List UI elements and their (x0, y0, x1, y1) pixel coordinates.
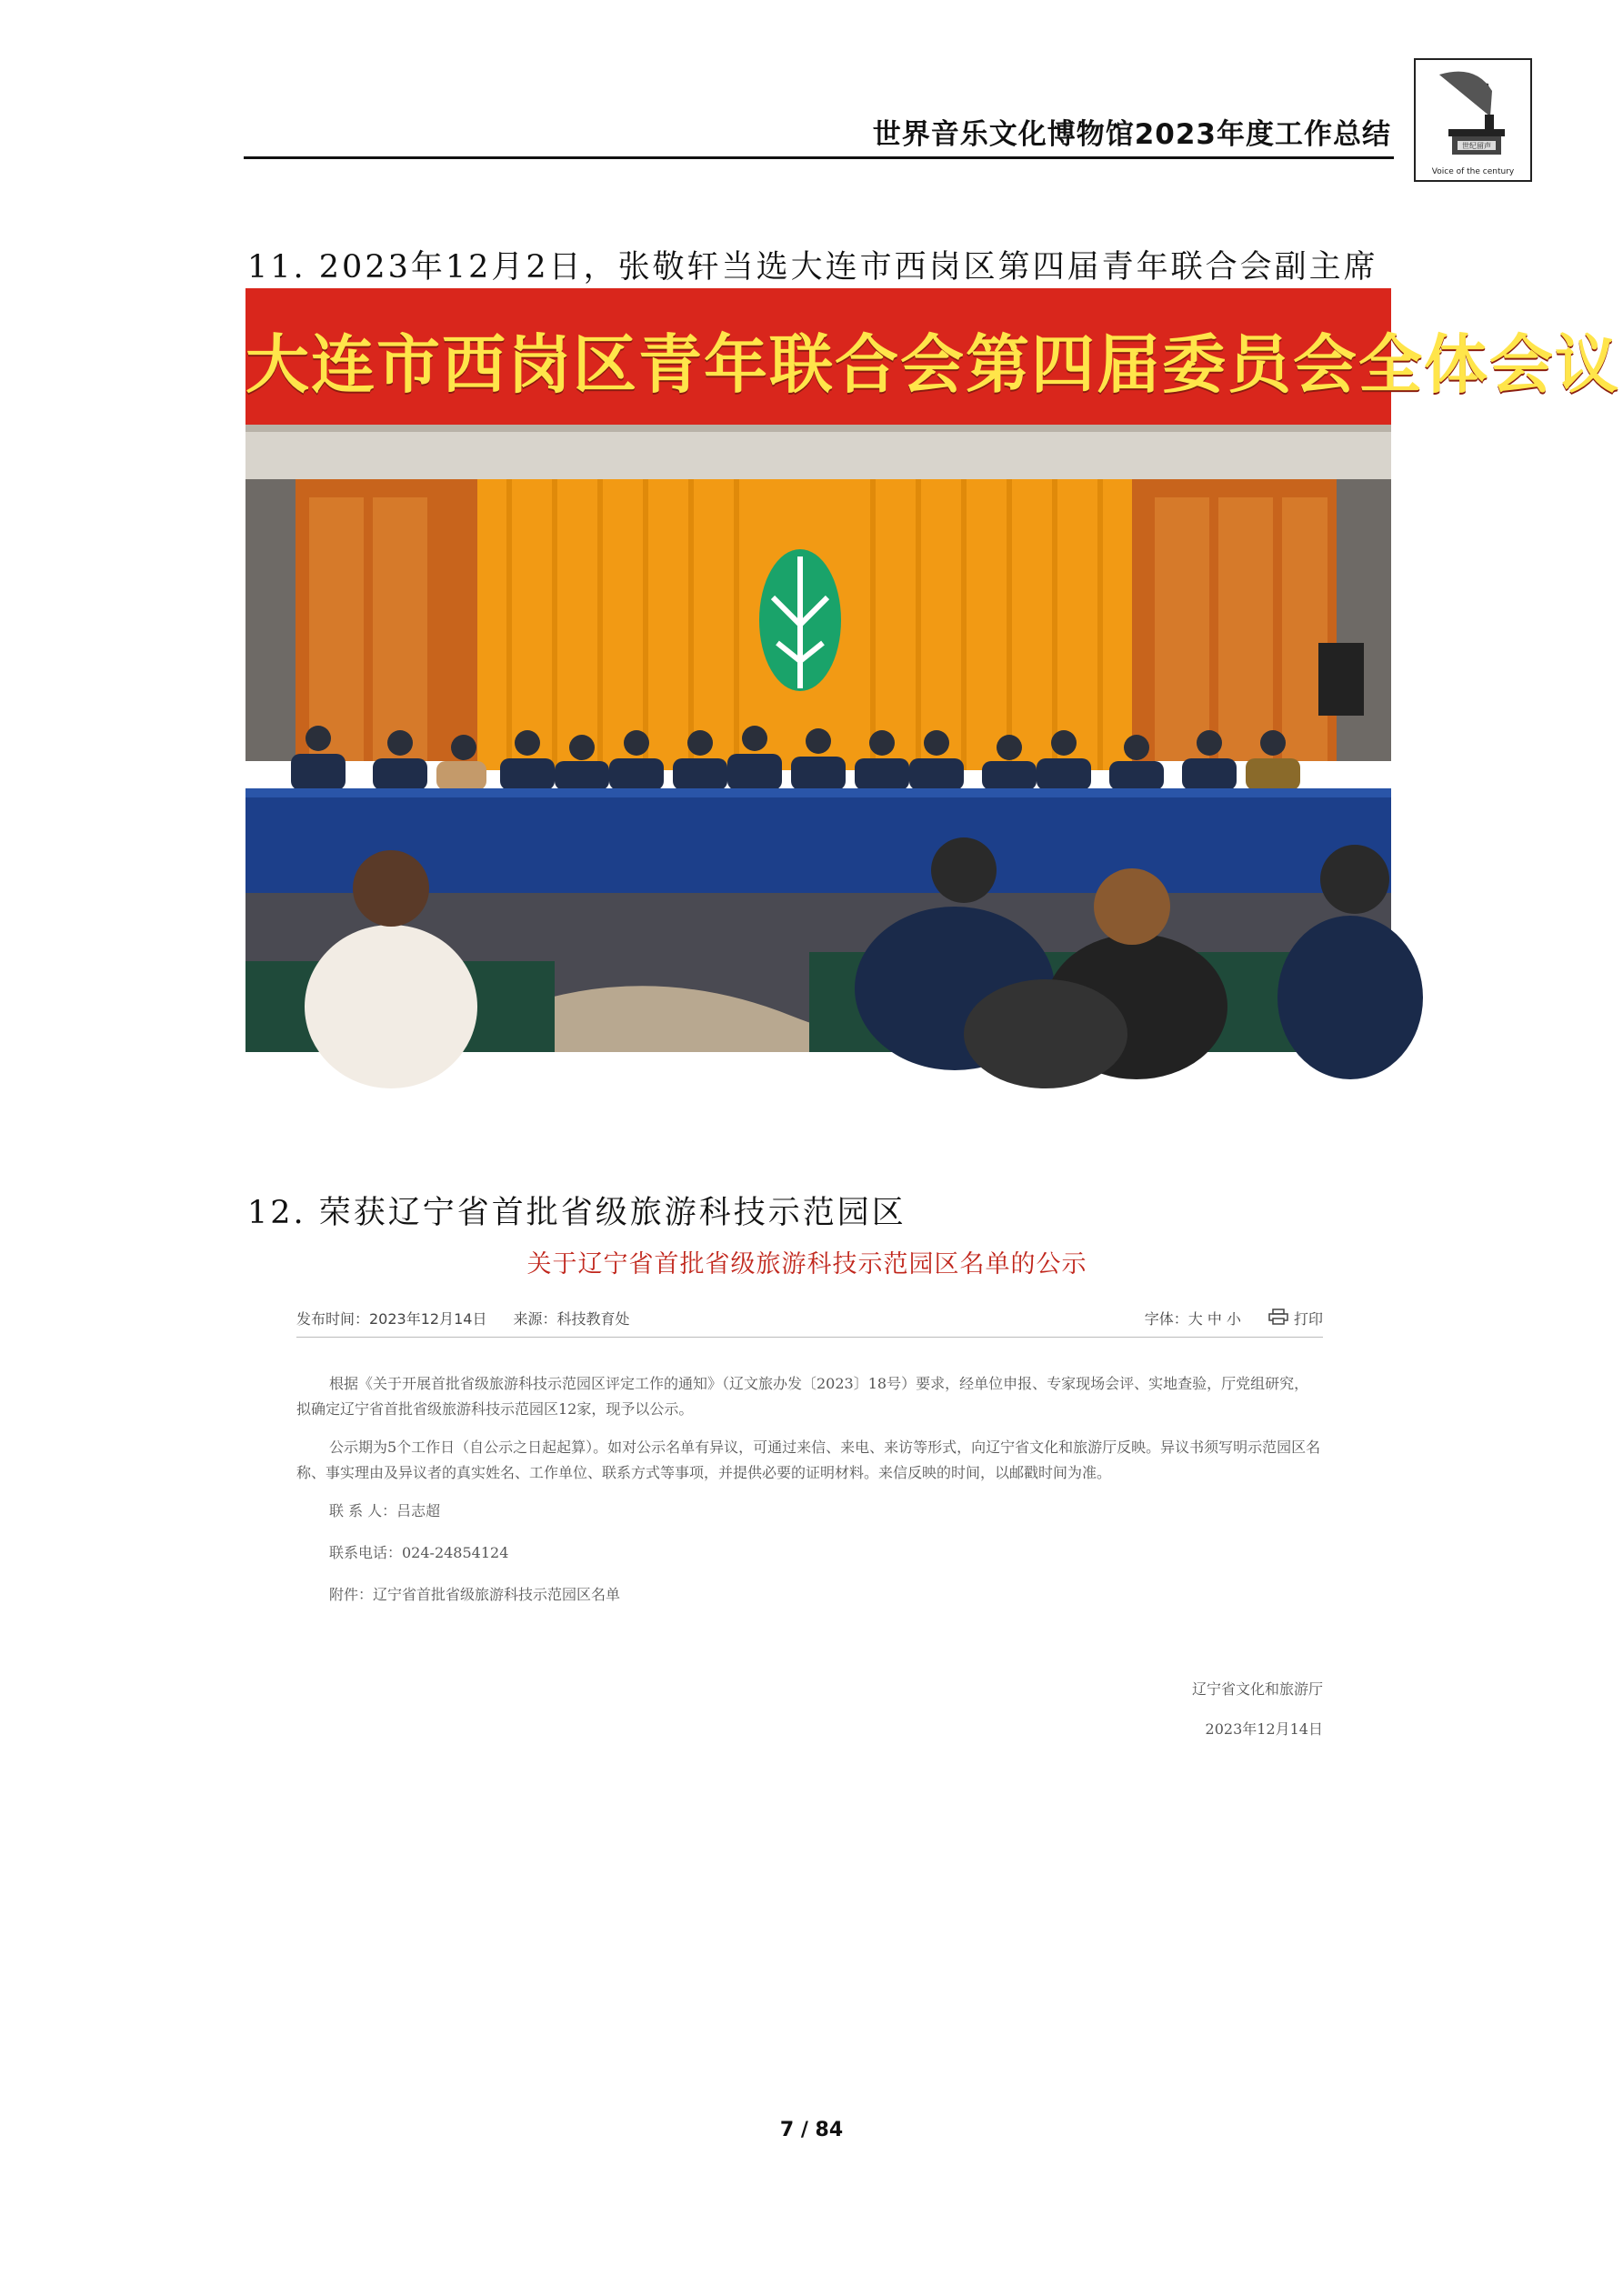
notice-body (296, 1371, 1323, 1624)
notice-signature (1192, 1669, 1323, 1750)
notice-paragraph-2: 公示期为5个工作日（自公示之日起起算）。如对公示名单有异议，可通过来信、来电、来访等形式，向辽宁省文化和旅游厅反映。异议书须写明示范园区名称、事实理由及异议者的真实姓名、工作单位、联系方式等事项，并提供必要的证明材料。来信反映的时间，以邮戳时间为准。 (296, 1439, 1321, 1481)
header-title: 世界音乐文化博物馆2023年度工作总结 (872, 118, 1391, 151)
printer-icon[interactable] (1268, 1308, 1288, 1328)
svg-text:世纪留声: 世纪留声 (1462, 142, 1491, 150)
logo-caption: Voice of the century (1431, 167, 1515, 176)
header-rule (244, 156, 1394, 159)
notice-contact: 联 系 人：吕志超 (329, 1502, 441, 1519)
notice-tools (1145, 1308, 1323, 1328)
notice-issuer: 辽宁省文化和旅游厅 (1191, 1680, 1323, 1698)
banner-text: 大连市西岗区青年联合会第四届委员会全体会议 (245, 327, 1620, 402)
notice-paragraph-1: 根据《关于开展首批省级旅游科技示范园区评定工作的通知》（辽文旅办发〔2023〕18号）要求，经单位申报、专家现场会评、实地查验，厅党组研究，拟确定辽宁省首批省级旅游科技示范园区12家，现予以公示。 (296, 1375, 1309, 1418)
print-link[interactable]: 打印 (1293, 1310, 1323, 1328)
section-heading-12: 12. 荣获辽宁省首批省级旅游科技示范园区 (247, 1195, 907, 1231)
notice-title: 关于辽宁省首批省级旅游科技示范园区名单的公示 (526, 1250, 1087, 1278)
meeting-photo (245, 288, 1620, 1052)
notice-divider (296, 1337, 1323, 1338)
section-heading-11: 11. 2023年12月2日，张敬轩当选大连市西岗区第四届青年联合会副主席 (247, 249, 1378, 286)
publish-time: 发布时间：2023年12月14日 (296, 1310, 487, 1328)
gramophone-icon (1421, 64, 1525, 164)
notice-phone: 联系电话：024-24854124 (329, 1544, 509, 1561)
font-size-switcher[interactable]: 字体：大 中 小 (1144, 1310, 1241, 1328)
notice-source: 来源：科技教育处 (513, 1310, 630, 1328)
notice-date: 2023年12月14日 (1205, 1720, 1323, 1738)
notice-attachment-link[interactable]: 附件：辽宁省首批省级旅游科技示范园区名单 (329, 1586, 621, 1603)
museum-logo (1414, 58, 1532, 182)
page-number: 7 / 84 (779, 2119, 844, 2141)
notice-screenshot (291, 1235, 1323, 1744)
notice-meta (296, 1308, 652, 1328)
